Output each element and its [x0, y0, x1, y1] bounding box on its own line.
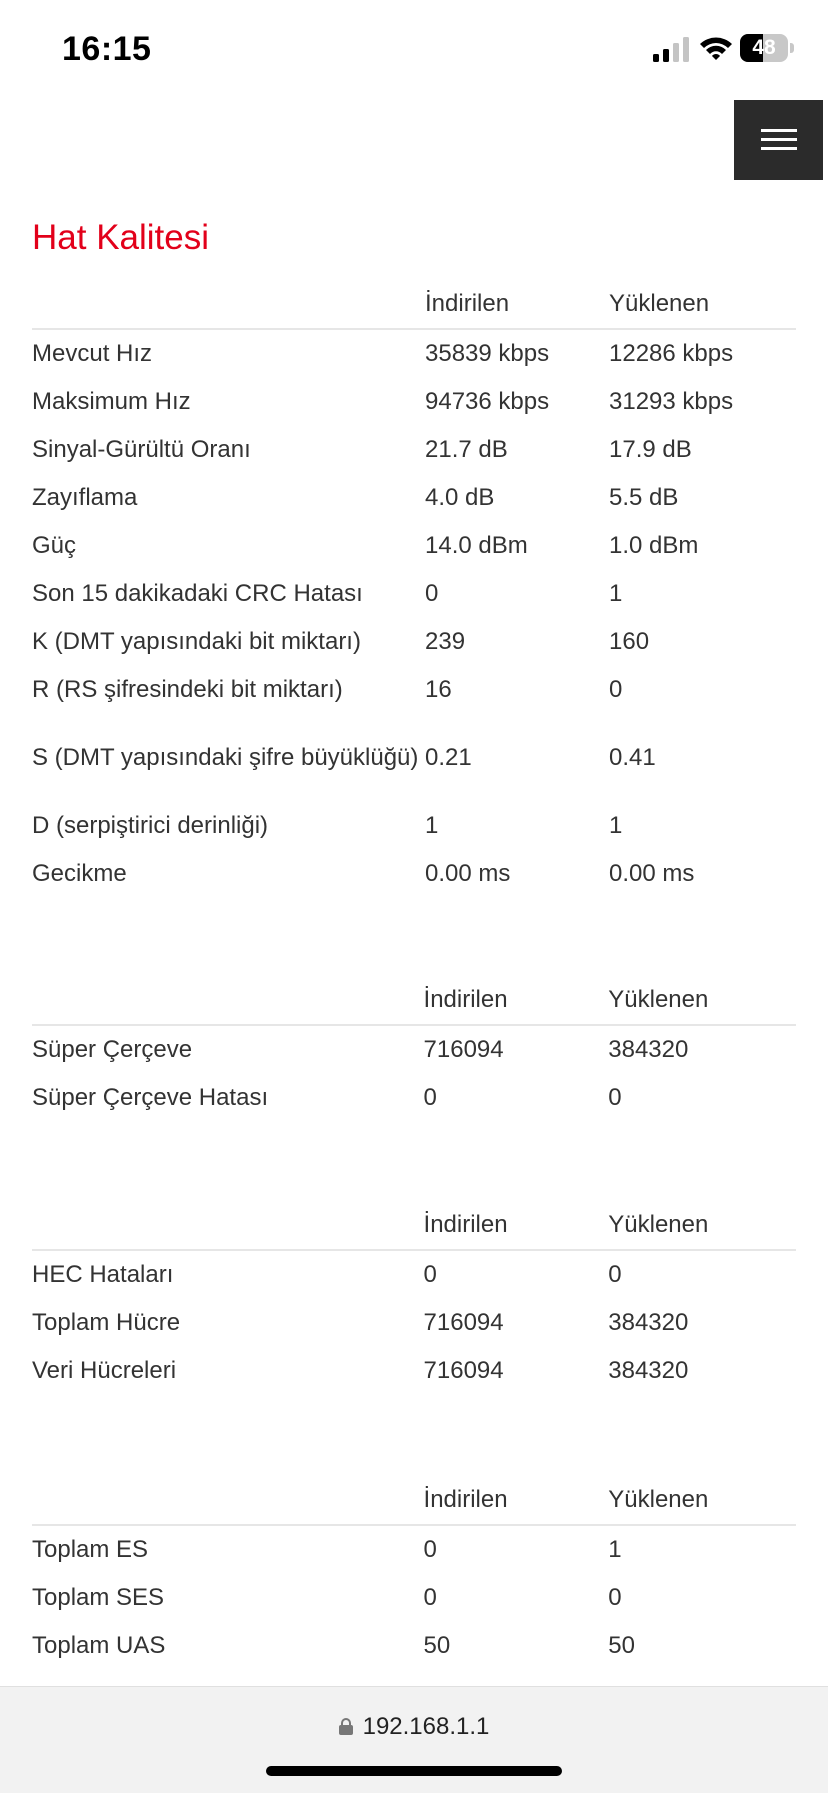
row-download: 21.7 dB: [425, 436, 508, 463]
row-upload: 384320: [608, 1309, 689, 1336]
row-download: 0: [425, 580, 439, 607]
row-upload: 0.00 ms: [609, 860, 695, 887]
header-label: [32, 1201, 424, 1250]
table-row: [32, 329, 796, 378]
table-row: [32, 570, 796, 618]
page-title: Hat Kalitesi: [32, 218, 210, 257]
table-header-row: [32, 1201, 796, 1250]
header-download: İndirilen: [424, 976, 609, 1025]
row-download: 4.0 dB: [425, 484, 495, 511]
row-upload: 1.0 dBm: [609, 532, 699, 559]
cellular-signal-icon: [652, 36, 690, 62]
row-upload: 0.41: [609, 744, 656, 771]
table-row: [32, 1622, 796, 1670]
row-upload: 1: [609, 580, 623, 607]
status-bar: [0, 0, 828, 100]
table-row: [32, 474, 796, 522]
row-download: 50: [423, 1632, 451, 1659]
row-label: S (DMT yapısındaki şifre büyüklüğü): [32, 744, 419, 771]
header-download: İndirilen: [424, 1201, 609, 1250]
header-upload: Yüklenen: [608, 976, 796, 1025]
table-row: [32, 1347, 796, 1395]
row-label: Son 15 dakikadaki CRC Hatası: [32, 580, 363, 607]
header-label: [32, 976, 424, 1025]
row-label: Sinyal-Gürültü Oranı: [32, 436, 251, 463]
row-download: 0: [423, 1084, 437, 1111]
row-upload: 160: [609, 628, 650, 655]
lock-icon: [339, 1718, 353, 1735]
header-upload: Yüklenen: [608, 1201, 796, 1250]
row-label: Gecikme: [32, 860, 127, 887]
table-row: [32, 1025, 796, 1074]
row-upload: 0: [608, 1261, 622, 1288]
row-download: 716094: [423, 1309, 504, 1336]
table-row: [32, 1250, 796, 1299]
row-download: 0.21: [425, 744, 472, 771]
row-upload: 384320: [608, 1357, 689, 1384]
table-row: [32, 850, 796, 898]
superframe-table: [32, 976, 796, 1122]
row-label: Süper Çerçeve Hatası: [32, 1084, 269, 1111]
row-label: HEC Hataları: [32, 1261, 174, 1288]
header-upload: Yüklenen: [609, 280, 796, 329]
row-label: Toplam Hücre: [32, 1309, 181, 1336]
row-download: 0: [423, 1584, 437, 1611]
browser-address-bar[interactable]: [0, 1686, 828, 1793]
row-label: Mevcut Hız: [32, 340, 153, 367]
row-label: K (DMT yapısındaki bit miktarı): [32, 628, 361, 655]
table-row: [32, 1299, 796, 1347]
table-row: [32, 378, 796, 426]
row-download: 94736 kbps: [425, 388, 550, 415]
row-upload: 1: [608, 1536, 622, 1563]
table-row: [32, 1074, 796, 1122]
row-download: 716094: [423, 1036, 504, 1063]
row-download: 716094: [423, 1357, 504, 1384]
table-row: [32, 714, 796, 802]
header-upload: Yüklenen: [608, 1476, 796, 1525]
wifi-icon: [698, 34, 734, 62]
table-row: [32, 522, 796, 570]
row-label: Güç: [32, 532, 77, 559]
row-label: Toplam SES: [32, 1584, 165, 1611]
header-download: İndirilen: [425, 280, 609, 329]
table-header-row: [32, 280, 796, 329]
home-indicator[interactable]: [266, 1766, 562, 1776]
row-download: 0: [423, 1536, 437, 1563]
header-label: [32, 1476, 424, 1525]
menu-button[interactable]: [734, 100, 823, 180]
row-upload: 0: [608, 1584, 622, 1611]
row-label: R (RS şifresindeki bit miktarı): [32, 676, 343, 703]
line-quality-table: [32, 280, 796, 898]
url-display[interactable]: [0, 1713, 828, 1741]
atm-cell-table: [32, 1201, 796, 1395]
row-upload: 17.9 dB: [609, 436, 692, 463]
header-download: İndirilen: [424, 1476, 609, 1525]
row-upload: 50: [608, 1632, 635, 1659]
table-row: [32, 1525, 796, 1574]
table-row: [32, 426, 796, 474]
battery-icon: [740, 34, 796, 64]
row-download: 239: [425, 628, 466, 655]
row-download: 14.0 dBm: [425, 532, 528, 559]
header-label: [32, 280, 425, 329]
table-row: [32, 802, 796, 850]
row-upload: 12286 kbps: [609, 340, 734, 367]
row-upload: 0: [608, 1084, 622, 1111]
row-upload: 0: [609, 676, 623, 703]
row-download: 1: [425, 812, 439, 839]
row-label: Zayıflama: [32, 484, 138, 511]
row-label: Süper Çerçeve: [32, 1036, 193, 1063]
status-time: 16:15: [62, 30, 152, 68]
table-row: [32, 1574, 796, 1622]
row-upload: 384320: [608, 1036, 689, 1063]
row-label: Veri Hücreleri: [32, 1357, 177, 1384]
table-row: [32, 618, 796, 666]
error-seconds-table: [32, 1476, 796, 1670]
row-label: Toplam UAS: [32, 1632, 166, 1659]
row-download: 0.00 ms: [425, 860, 511, 887]
url-text: 192.168.1.1: [362, 1713, 490, 1740]
row-download: 0: [423, 1261, 437, 1288]
row-upload: 31293 kbps: [609, 388, 734, 415]
table-header-row: [32, 1476, 796, 1525]
battery-level: 48: [752, 36, 776, 59]
table-row: [32, 666, 796, 714]
row-upload: 1: [609, 812, 623, 839]
row-label: Maksimum Hız: [32, 388, 191, 415]
table-header-row: [32, 976, 796, 1025]
row-label: D (serpiştirici derinliği): [32, 812, 269, 839]
row-upload: 5.5 dB: [609, 484, 679, 511]
row-label: Toplam ES: [32, 1536, 149, 1563]
row-download: 35839 kbps: [425, 340, 550, 367]
row-download: 16: [425, 676, 452, 703]
